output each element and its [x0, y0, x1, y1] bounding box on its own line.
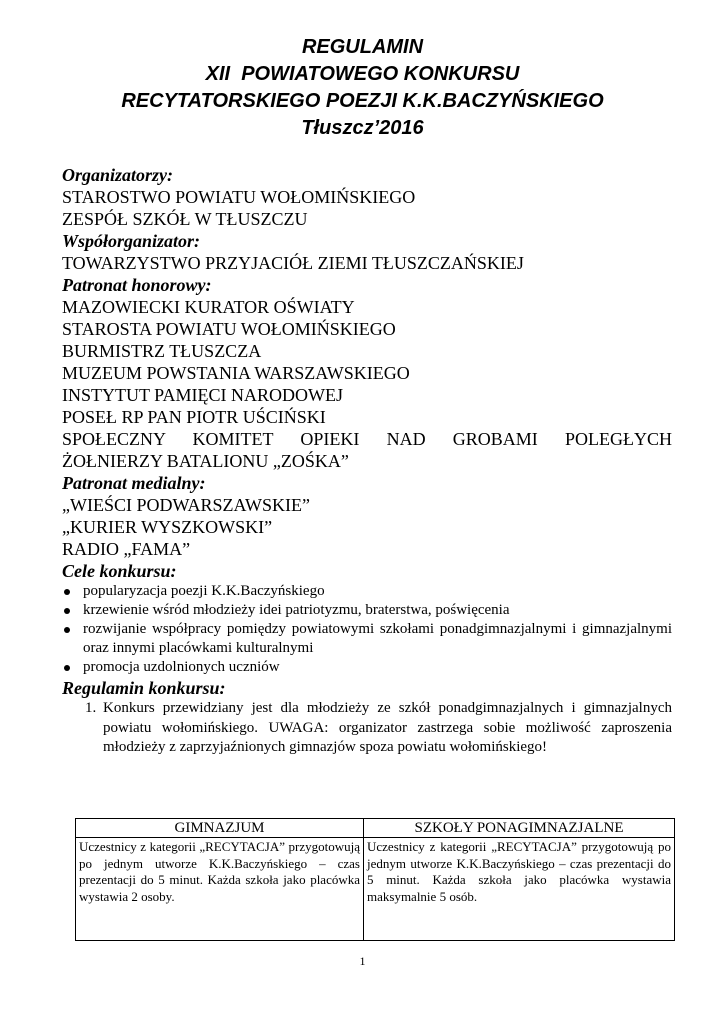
honorary-heading: Patronat honorowy: [62, 275, 212, 295]
goal-text: krzewienie wśród młodzieży idei patriotyzmu, braterstwa, poświęcenia [83, 602, 510, 618]
title-line-3: RECYTATORSKIEGO POEZJI K.K.BACZYŃSKIEGO [121, 90, 604, 112]
honorary-item: INSTYTUT PAMIĘCI NARODOWEJ [62, 385, 344, 405]
rules-list [62, 699, 672, 758]
honorary-item: BURMISTRZ TŁUSZCZA [62, 341, 262, 361]
list-item [62, 658, 672, 677]
media-item: RADIO „FAMA” [62, 539, 191, 559]
goals-heading: Cele konkursu: [62, 561, 177, 581]
table-cell-gimnazjum: Uczestnicy z kategorii „RECYTACJA” przygotowują po jednym utworze K.K.Baczyńskiego – czas prezentacji do 5 minut. Każda szkoła jako placówka wystawia 2 osoby. [76, 838, 364, 941]
media-heading: Patronat medialny: [62, 473, 206, 493]
rule-text: Konkurs przewidziany jest dla młodzieży ze szkół ponadgimnazjalnych i gimnazjalnych powiatu wołomińskiego. UWAGA: organizator zastrzega sobie możliwość zaproszenia młodzieży z zaprzyjaźnionych gimnazjów spoza powiatu wołomińskiego! [103, 700, 672, 755]
list-item [62, 601, 672, 620]
organizer-item: STAROSTWO POWIATU WOŁOMIŃSKIEGO [62, 187, 416, 207]
goal-text: promocja uzdolnionych uczniów [83, 659, 280, 675]
title-line-1: REGULAMIN [301, 36, 424, 58]
honorary-item: MAZOWIECKI KURATOR OŚWIATY [62, 297, 355, 317]
table-row [76, 838, 675, 941]
organizers-heading: Organizatorzy: [62, 165, 174, 185]
honorary-item: MUZEUM POWSTANIA WARSZAWSKIEGO [62, 363, 410, 383]
table-header-szkoly: SZKOŁY PONAGIMNAZJALNE [364, 819, 675, 838]
title-line-4: Tłuszcz’2016 [301, 117, 424, 139]
honorary-item: POSEŁ RP PAN PIOTR UŚCIŃSKI [62, 407, 326, 427]
table-cell-szkoly: Uczestnicy z kategorii „RECYTACJA” przygotowują po jednym utworze K.K.Baczyńskiego – czas prezentacji do 5 minut. Każda szkoła jako placówka wystawia maksymalnie 5 osób. [364, 838, 675, 941]
bullet-icon [64, 608, 70, 614]
list-item [62, 620, 672, 658]
honorary-committee-line-2: ŻOŁNIERZY BATALIONU „ZOŚKA” [62, 451, 349, 471]
goal-text: popularyzacja poezji K.K.Baczyńskiego [83, 583, 325, 599]
categories-table [75, 818, 675, 941]
honorary-item: STAROSTA POWIATU WOŁOMIŃSKIEGO [62, 319, 396, 339]
organizer-item: ZESPÓŁ SZKÓŁ W TŁUSZCZU [62, 209, 308, 229]
bullet-icon [64, 665, 70, 671]
bullet-icon [64, 589, 70, 595]
table-header-row [76, 819, 675, 838]
list-item [62, 699, 672, 758]
goal-text: rozwijanie współpracy pomiędzy powiatowymi szkołami ponadgimnazjalnymi i gimnazjalnymi oraz innymi placówkami kulturalnymi [83, 621, 672, 656]
coorganizer-heading: Współorganizator: [62, 231, 201, 251]
rules-heading: Regulamin konkursu: [62, 678, 226, 698]
coorganizer-item: TOWARZYSTWO PRZYJACIÓŁ ZIEMI TŁUSZCZAŃSKIEJ [62, 253, 524, 273]
document-body [62, 164, 672, 758]
document-title [0, 34, 725, 142]
table-header-gimnazjum: GIMNAZJUM [76, 819, 364, 838]
honorary-committee-line-1: SPOŁECZNY KOMITET OPIEKI NAD GROBAMI POLEGŁYCH [62, 429, 672, 449]
media-item: „WIEŚCI PODWARSZAWSKIE” [62, 495, 311, 515]
media-item: „KURIER WYSZKOWSKI” [62, 517, 273, 537]
title-line-2: XII POWIATOWEGO KONKURSU [205, 63, 520, 85]
list-item [62, 582, 672, 601]
goals-list [62, 582, 672, 677]
rule-number: 1. [85, 700, 97, 716]
page-number: 1 [359, 954, 366, 968]
bullet-icon [64, 627, 70, 633]
